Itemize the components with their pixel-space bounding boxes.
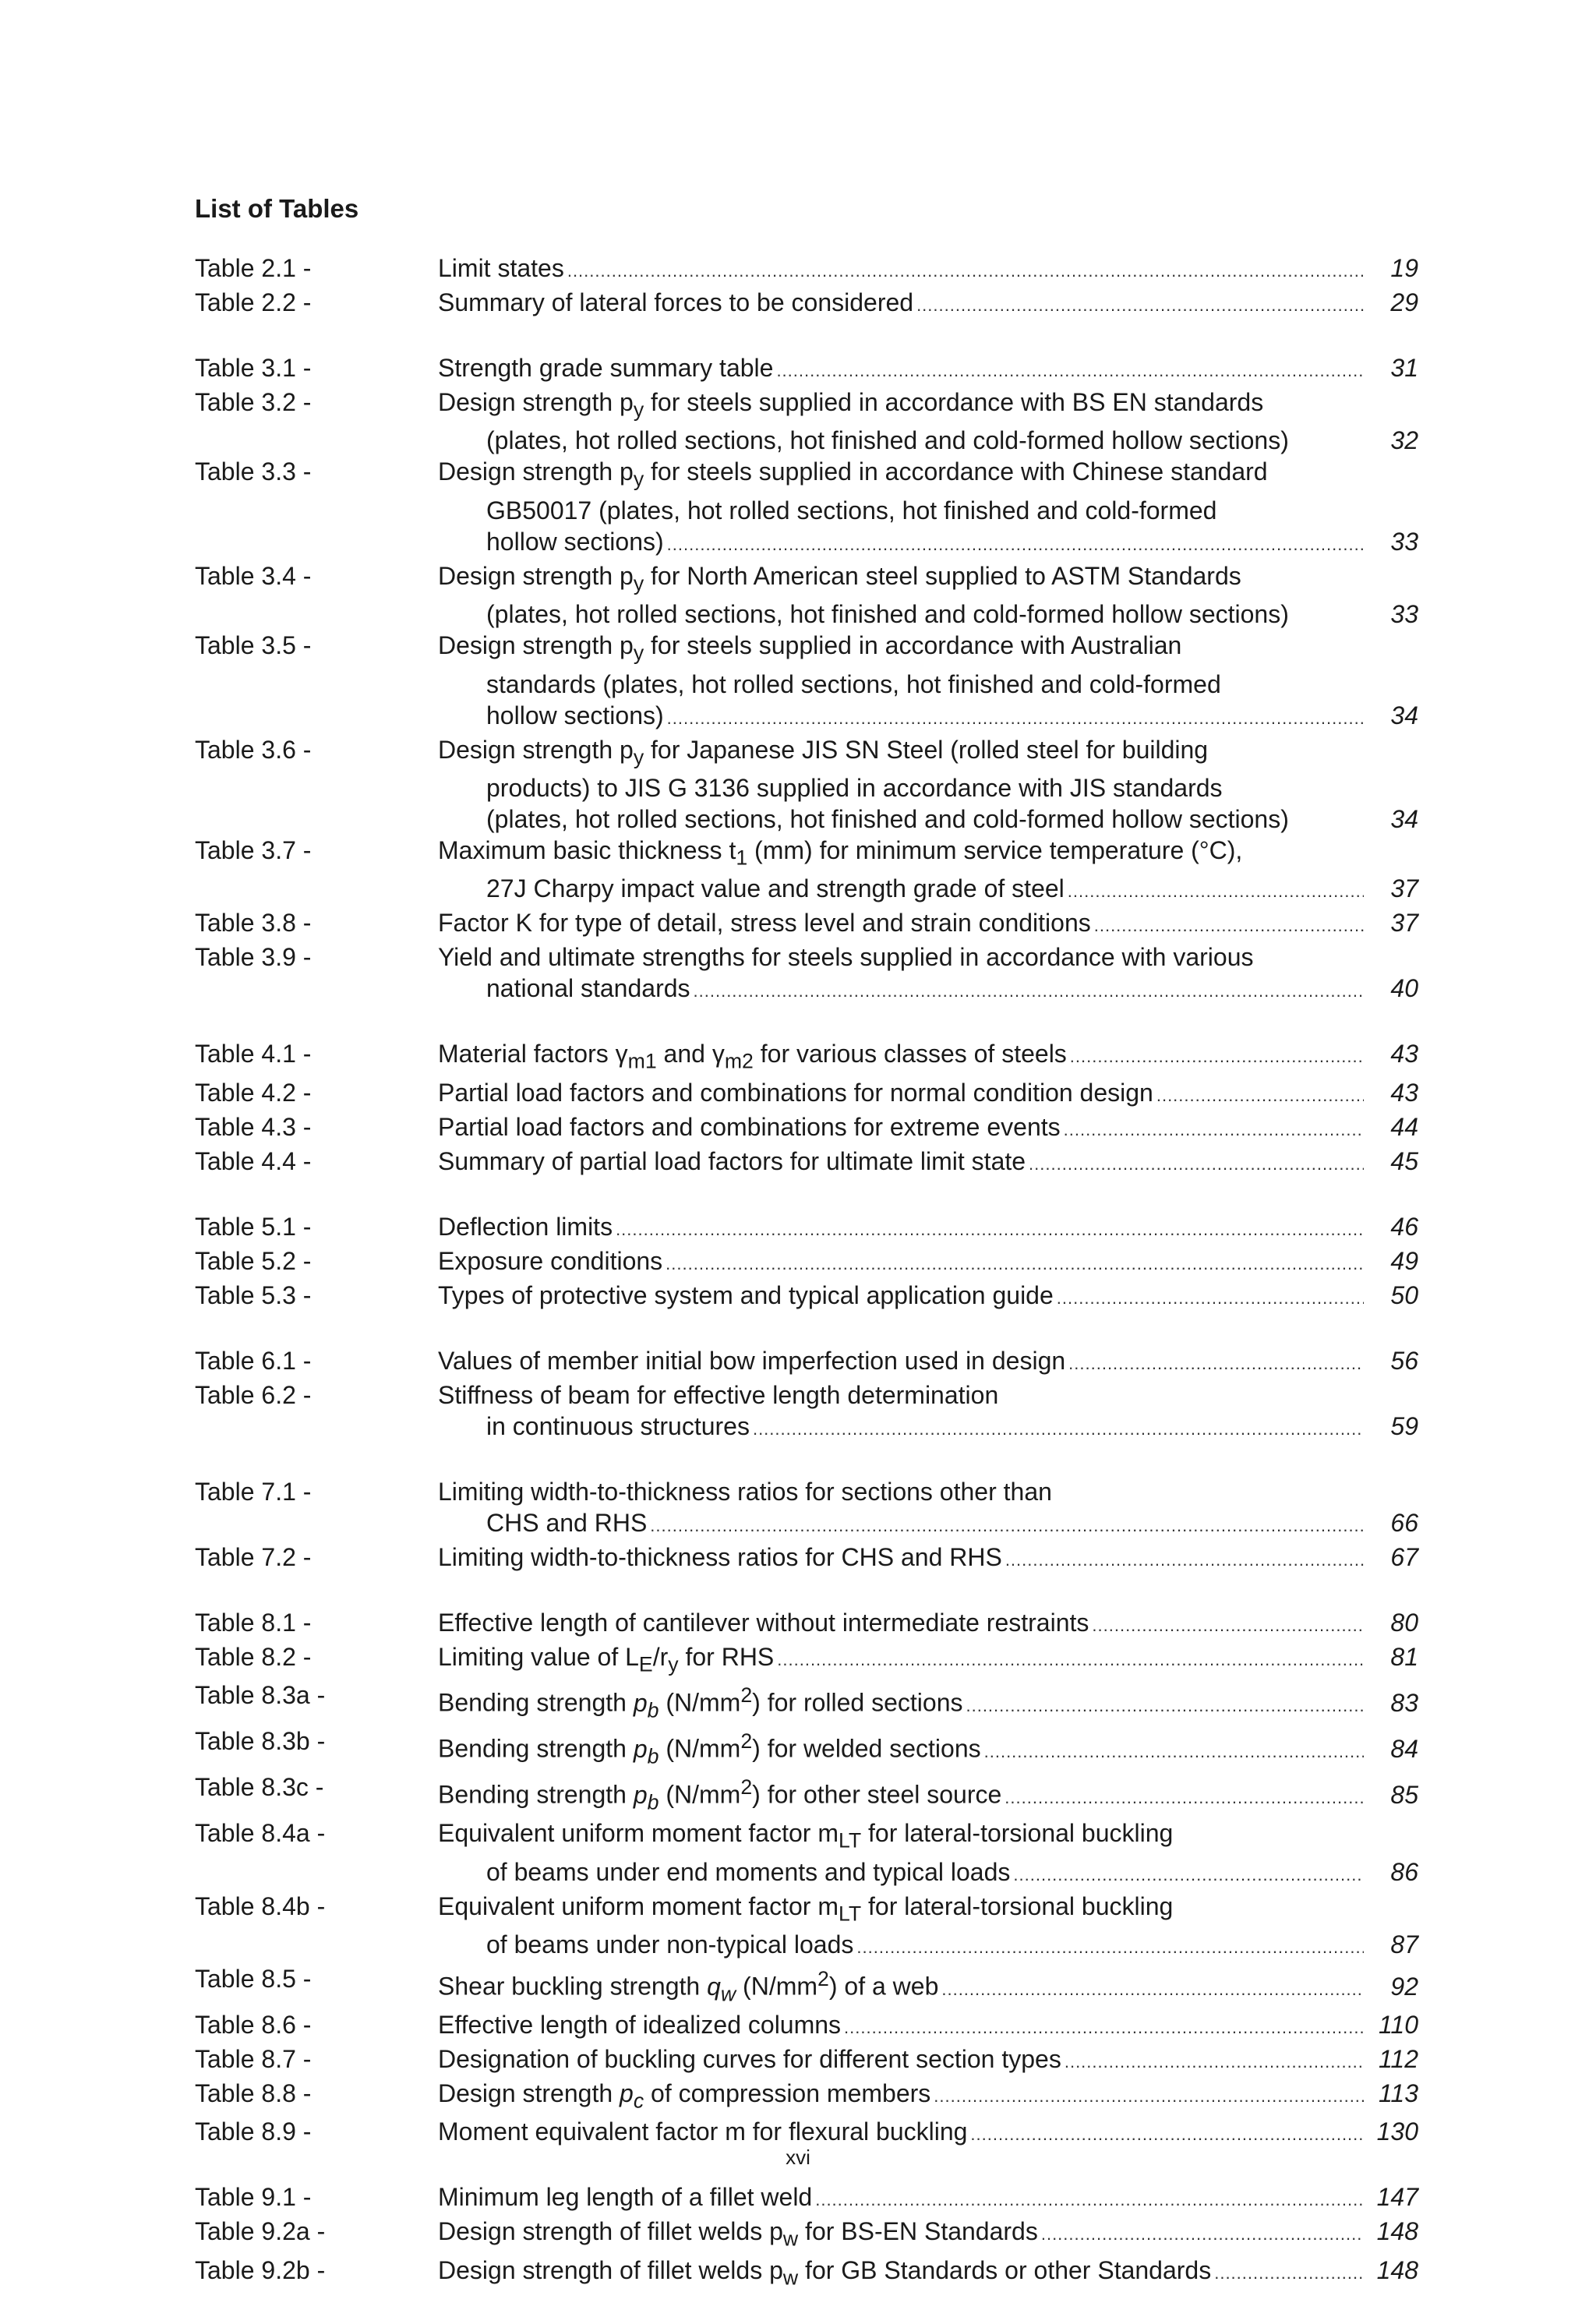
caption-text: hollow sections)	[486, 527, 664, 556]
table-number: Table 4.2 -	[195, 1078, 312, 1107]
caption-line	[438, 287, 1418, 321]
dot-leader	[1005, 1782, 1364, 1814]
page-ref[interactable]: 83	[1390, 1688, 1418, 1717]
page-ref[interactable]: 29	[1390, 288, 1418, 316]
table-caption	[438, 2078, 1418, 2116]
caption-text: Stiffness of beam for effective length determination	[438, 1380, 999, 1409]
caption-text: Strength grade summary table	[438, 354, 774, 382]
caption-line	[438, 2181, 1418, 2216]
caption-text: Summary of lateral forces to be considered	[438, 288, 914, 316]
page-ref[interactable]: 148	[1376, 2217, 1418, 2246]
caption-text: hollow sections)	[486, 701, 664, 729]
table-number: Table 4.1 -	[195, 1040, 312, 1068]
table-caption	[438, 1891, 1418, 1963]
table-number: Table 2.1 -	[195, 254, 312, 282]
caption-line	[438, 1077, 1418, 1111]
caption-text: Partial load factors and combinations for normal condition design	[438, 1078, 1153, 1107]
toc-entry[interactable]	[195, 1963, 1418, 2009]
table-number: Table 3.4 -	[195, 561, 312, 590]
caption-text: Limit states	[438, 254, 564, 282]
dot-leader	[667, 529, 1364, 560]
page-ref[interactable]: 56	[1390, 1346, 1418, 1375]
caption-line	[438, 700, 1418, 734]
caption-line	[438, 1542, 1418, 1576]
table-caption	[438, 1476, 1418, 1542]
caption-line	[438, 1411, 1418, 1445]
dot-leader	[1092, 1610, 1364, 1641]
caption-text: Bending strength $p_b$ $(N/mm^2)$ for rolled sections	[438, 1683, 963, 1722]
caption-line	[438, 1345, 1418, 1379]
page-ref[interactable]: 44	[1390, 1112, 1418, 1141]
caption-text: Yield and ultimate strengths for steels supplied in accordance with various	[438, 943, 1254, 972]
toc-entry[interactable]	[195, 2043, 1418, 2078]
caption-line	[438, 1211, 1418, 1245]
table-caption	[438, 941, 1418, 1007]
table-caption	[438, 1963, 1418, 2009]
page-ref[interactable]: 92	[1390, 1972, 1418, 2001]
table-number: Table 5.1 -	[195, 1212, 312, 1241]
caption-line	[438, 941, 1418, 973]
dot-leader	[776, 355, 1364, 387]
page-ref[interactable]: 148	[1376, 2255, 1418, 2284]
dot-leader	[984, 1736, 1364, 1768]
caption-line	[438, 734, 1418, 772]
table-number: Table 3.7 -	[195, 835, 312, 864]
toc-entry[interactable]	[195, 1771, 1418, 1817]
caption-text: Maximum basic thickness $t_1$ (mm) for minimum service temperature (°C),	[438, 835, 1243, 870]
table-number: Table 8.8 -	[195, 2079, 312, 2108]
caption-text: (plates, hot rolled sections, hot finished and cold-formed hollow sections)	[486, 804, 1289, 833]
caption-line	[438, 1146, 1418, 1180]
caption-text: Factor K for type of detail, stress level and strain conditions	[438, 909, 1091, 938]
dot-leader	[815, 2184, 1364, 2216]
page-ref[interactable]: 84	[1390, 1734, 1418, 1763]
caption-line	[438, 1856, 1418, 1891]
page-ref[interactable]: 43	[1390, 1040, 1418, 1068]
toc-entry[interactable]	[195, 2216, 1418, 2254]
toc-entry[interactable]	[195, 1038, 1418, 1076]
caption-line	[438, 804, 1418, 835]
table-group	[195, 1211, 1418, 1314]
table-caption	[438, 907, 1418, 941]
table-number: Table 3.5 -	[195, 631, 312, 660]
caption-text: Types of protective system and typical application guide	[438, 1280, 1054, 1309]
table-group	[195, 352, 1418, 1007]
page-ref[interactable]: 49	[1390, 1246, 1418, 1275]
page-ref[interactable]: 32	[1390, 426, 1418, 455]
caption-line	[438, 1607, 1418, 1641]
table-number: Table 9.2b -	[195, 2255, 326, 2284]
toc-entry[interactable]	[195, 1607, 1418, 1641]
caption-line	[438, 1725, 1418, 1771]
page-ref[interactable]: 45	[1390, 1146, 1418, 1175]
caption-text: Limiting value of $L_E/r_y$ for RHS	[438, 1642, 775, 1676]
toc-entry[interactable]	[195, 835, 1418, 907]
toc-entry[interactable]	[195, 1111, 1418, 1146]
dot-leader	[1013, 1860, 1364, 1891]
table-number: Table 6.1 -	[195, 1346, 312, 1375]
dot-leader	[1065, 2047, 1364, 2078]
caption-text: Design strength $p_y$ for steels supplied in accordance with BS EN standards	[438, 388, 1264, 422]
table-number: Table 5.3 -	[195, 1280, 312, 1309]
toc-entry[interactable]	[195, 630, 1418, 733]
table-number: Table 3.6 -	[195, 735, 312, 764]
page-ref[interactable]: 50	[1390, 1280, 1418, 1309]
caption-text: Design strength $p_y$ for steels supplied in accordance with Chinese standard	[438, 457, 1268, 491]
page-ref[interactable]: 46	[1390, 1212, 1418, 1241]
table-number: Table 3.9 -	[195, 943, 312, 972]
table-number: Table 8.6 -	[195, 2011, 312, 2040]
table-number: Table 9.2a -	[195, 2217, 326, 2246]
caption-text: Limiting width-to-thickness ratios for sections other than	[438, 1477, 1052, 1506]
caption-text: Shear buckling strength $q_w$ $(N/mm^2)$ of a web	[438, 1967, 939, 2006]
caption-text: Summary of partial load factors for ultimate limit state	[438, 1146, 1026, 1175]
caption-line	[438, 1379, 1418, 1411]
table-caption	[438, 352, 1418, 387]
toc-entry[interactable]	[195, 734, 1418, 835]
caption-line	[438, 456, 1418, 494]
caption-line	[438, 253, 1418, 287]
toc-entry[interactable]	[195, 941, 1418, 1007]
dot-leader	[694, 976, 1364, 1007]
dot-leader	[777, 1644, 1364, 1676]
dot-leader	[1070, 1041, 1364, 1072]
table-caption	[438, 1345, 1418, 1379]
caption-text: Material factors $\gamma_{m1}$ and $\gamma_{m2}$ for various classes of steels	[438, 1040, 1067, 1073]
caption-text: (plates, hot rolled sections, hot finished and cold-formed hollow sections)	[486, 600, 1289, 629]
toc-entry[interactable]	[195, 560, 1418, 630]
caption-line	[438, 599, 1418, 630]
page-ref[interactable]: 40	[1390, 974, 1418, 1003]
toc-entry[interactable]	[195, 2181, 1418, 2216]
caption-line	[438, 1817, 1418, 1856]
caption-text: Design strength $p_c$ of compression members	[438, 2079, 931, 2113]
caption-line	[438, 630, 1418, 668]
toc-entry[interactable]	[195, 907, 1418, 941]
dot-leader	[1156, 1080, 1364, 1111]
table-caption	[438, 2009, 1418, 2043]
caption-text: Deflection limits	[438, 1212, 613, 1241]
caption-line	[438, 1280, 1418, 1314]
dot-leader	[844, 2012, 1364, 2043]
dot-leader	[666, 1249, 1364, 1280]
caption-line	[438, 1641, 1418, 1679]
table-group	[195, 253, 1418, 321]
dot-leader	[650, 1510, 1364, 1542]
caption-line	[438, 835, 1418, 873]
caption-text: Design strength $p_y$ for Japanese JIS SN Steel (rolled steel for building	[438, 735, 1209, 768]
table-number: Table 4.3 -	[195, 1112, 312, 1141]
toc-entry[interactable]	[195, 1891, 1418, 1963]
caption-text: national standards	[486, 974, 690, 1003]
table-list	[195, 253, 1418, 2293]
table-number: Table 8.1 -	[195, 1608, 312, 1637]
table-caption	[438, 1379, 1418, 1445]
table-number: Table 4.4 -	[195, 1146, 312, 1175]
table-number: Table 8.2 -	[195, 1642, 312, 1671]
table-caption	[438, 1280, 1418, 1314]
dot-leader	[966, 1690, 1364, 1722]
table-caption	[438, 1771, 1418, 1817]
table-caption	[438, 1542, 1418, 1576]
table-number: Table 6.2 -	[195, 1380, 312, 1409]
toc-entry[interactable]	[195, 287, 1418, 321]
table-group	[195, 2181, 1418, 2293]
caption-text: Bending strength $p_b$ $(N/mm^2)$ for welded sections	[438, 1729, 981, 1768]
caption-line	[438, 387, 1418, 425]
caption-text: standards (plates, hot rolled sections, hot finished and cold-formed	[486, 669, 1221, 698]
page-ref[interactable]: 37	[1390, 909, 1418, 938]
toc-entry[interactable]	[195, 253, 1418, 287]
table-number: Table 8.3b -	[195, 1727, 326, 1756]
caption-line	[438, 1771, 1418, 1817]
caption-line	[438, 1679, 1418, 1725]
caption-line	[438, 1891, 1418, 1929]
dot-leader	[1214, 2258, 1364, 2289]
toc-entry[interactable]	[195, 1146, 1418, 1180]
caption-text: Moment equivalent factor m for flexural buckling	[438, 2117, 968, 2146]
toc-entry[interactable]	[195, 1476, 1418, 1542]
page-ref[interactable]: 86	[1390, 1857, 1418, 1886]
table-caption	[438, 1245, 1418, 1280]
caption-line	[438, 1038, 1418, 1076]
table-caption	[438, 456, 1418, 560]
table-group	[195, 1345, 1418, 1445]
table-number: Table 8.7 -	[195, 2045, 312, 2074]
table-caption	[438, 835, 1418, 907]
caption-line	[438, 2043, 1418, 2078]
table-group	[195, 1038, 1418, 1179]
caption-line	[438, 2009, 1418, 2043]
caption-line	[438, 973, 1418, 1007]
caption-line	[438, 1476, 1418, 1507]
table-caption	[438, 1641, 1418, 1679]
toc-entry[interactable]	[195, 1641, 1418, 1679]
table-number: Table 2.2 -	[195, 288, 312, 316]
caption-text: Limiting width-to-thickness ratios for CHS and RHS	[438, 1542, 1002, 1571]
dot-leader	[1068, 1348, 1364, 1379]
caption-line	[438, 1929, 1418, 1963]
page-ref[interactable]: 113	[1378, 2079, 1418, 2108]
dot-leader	[616, 1214, 1364, 1245]
table-number: Table 8.4a -	[195, 1819, 326, 1848]
page-ref[interactable]: 80	[1390, 1608, 1418, 1637]
page-ref[interactable]: 81	[1390, 1642, 1418, 1671]
caption-text: Values of member initial bow imperfection used in design	[438, 1346, 1066, 1375]
caption-line	[438, 495, 1418, 526]
dot-leader	[934, 2081, 1364, 2112]
page-ref[interactable]: 43	[1390, 1078, 1418, 1107]
dot-leader	[1041, 2219, 1364, 2250]
page	[195, 193, 1418, 2324]
page-ref[interactable]: 37	[1390, 874, 1418, 903]
dot-leader	[1057, 1283, 1364, 1314]
dot-leader	[567, 256, 1364, 287]
caption-text: of beams under non-typical loads	[486, 1930, 854, 1959]
caption-text: products) to JIS G 3136 supplied in accordance with JIS standards	[486, 773, 1223, 802]
dot-leader	[1094, 910, 1364, 941]
dot-leader	[1064, 1114, 1364, 1146]
page-ref[interactable]: 33	[1390, 527, 1418, 556]
page-ref[interactable]: 31	[1390, 354, 1418, 382]
caption-line	[438, 2078, 1418, 2116]
caption-text: (plates, hot rolled sections, hot finished and cold-formed hollow sections)	[486, 426, 1289, 455]
table-caption	[438, 253, 1418, 287]
caption-text: Minimum leg length of a fillet weld	[438, 2183, 813, 2212]
toc-entry[interactable]	[195, 1379, 1418, 1445]
page-ref[interactable]: 34	[1390, 701, 1418, 729]
table-number: Table 3.1 -	[195, 354, 312, 382]
page-ref[interactable]: 110	[1378, 2011, 1418, 2040]
page-ref[interactable]: 67	[1390, 1542, 1418, 1571]
table-number: Table 8.5 -	[195, 1965, 312, 1994]
table-number: Table 3.8 -	[195, 909, 312, 938]
caption-text: Partial load factors and combinations for extreme events	[438, 1112, 1061, 1141]
table-caption	[438, 2216, 1418, 2254]
table-number: Table 5.2 -	[195, 1246, 312, 1275]
page-ref[interactable]: 19	[1390, 254, 1418, 282]
page-ref[interactable]: 59	[1390, 1411, 1418, 1440]
dot-leader	[1029, 1149, 1364, 1180]
caption-text: Effective length of idealized columns	[438, 2011, 842, 2040]
toc-entry[interactable]	[195, 2078, 1418, 2116]
table-caption	[438, 287, 1418, 321]
dot-leader	[941, 1974, 1364, 2005]
table-caption	[438, 2255, 1418, 2293]
caption-text: in continuous structures	[486, 1411, 750, 1440]
page-ref[interactable]: 147	[1376, 2183, 1418, 2212]
dot-leader	[916, 290, 1364, 321]
caption-line	[438, 2216, 1418, 2254]
dot-leader	[1005, 1545, 1364, 1576]
table-caption	[438, 734, 1418, 835]
table-number: Table 9.1 -	[195, 2183, 312, 2212]
caption-line	[438, 425, 1418, 456]
toc-entry[interactable]	[195, 1679, 1418, 1725]
table-number: Table 3.2 -	[195, 388, 312, 416]
page-ref[interactable]: 34	[1390, 804, 1418, 833]
table-caption	[438, 1077, 1418, 1111]
caption-text: GB50017 (plates, hot rolled sections, hot finished and cold-formed	[486, 496, 1217, 524]
toc-entry[interactable]	[195, 387, 1418, 456]
dot-leader	[1068, 876, 1364, 907]
table-caption	[438, 1817, 1418, 1890]
toc-entry[interactable]	[195, 1280, 1418, 1314]
toc-entry[interactable]	[195, 1211, 1418, 1245]
caption-line	[438, 1963, 1418, 2009]
caption-line	[438, 1111, 1418, 1146]
dot-leader	[667, 703, 1364, 734]
table-number: Table 7.2 -	[195, 1542, 312, 1571]
caption-text: Design strength of fillet welds $p_w$ for GB Standards or other Standards	[438, 2255, 1212, 2290]
toc-entry[interactable]	[195, 456, 1418, 560]
table-caption	[438, 1146, 1418, 1180]
table-caption	[438, 387, 1418, 456]
caption-text: Designation of buckling curves for different section types	[438, 2045, 1061, 2074]
toc-entry[interactable]	[195, 1077, 1418, 1111]
toc-entry[interactable]	[195, 2009, 1418, 2043]
toc-entry[interactable]	[195, 352, 1418, 387]
table-caption	[438, 2043, 1418, 2078]
page-ref[interactable]: 87	[1390, 1930, 1418, 1959]
toc-entry[interactable]	[195, 1817, 1418, 1890]
table-caption	[438, 2181, 1418, 2216]
table-caption	[438, 1038, 1418, 1076]
caption-text: Equivalent uniform moment factor $m_{LT}$ for lateral-torsional buckling	[438, 1819, 1174, 1852]
caption-text: CHS and RHS	[486, 1508, 648, 1537]
caption-text: Equivalent uniform moment factor $m_{LT}$ for lateral-torsional buckling	[438, 1891, 1174, 1926]
caption-line	[438, 560, 1418, 599]
caption-text: of beams under end moments and typical loads	[486, 1857, 1011, 1886]
table-number: Table 8.3c -	[195, 1773, 324, 1802]
caption-line	[438, 352, 1418, 387]
caption-text: Exposure conditions	[438, 1246, 663, 1275]
toc-entry[interactable]	[195, 1245, 1418, 1280]
caption-text: Effective length of cantilever without intermediate restraints	[438, 1608, 1089, 1637]
table-group	[195, 1607, 1418, 2151]
page-ref[interactable]: 112	[1378, 2045, 1418, 2074]
caption-text: Design strength $p_y$ for North American steel supplied to ASTM Standards	[438, 561, 1241, 595]
caption-line	[438, 1507, 1418, 1542]
page-ref[interactable]: 85	[1390, 1780, 1418, 1809]
table-number: Table 8.3a -	[195, 1681, 326, 1710]
caption-line	[438, 669, 1418, 700]
caption-line	[438, 772, 1418, 804]
table-caption	[438, 1679, 1418, 1725]
toc-entry[interactable]	[195, 1345, 1418, 1379]
table-number: Table 8.4b -	[195, 1891, 326, 1920]
table-caption	[438, 630, 1418, 733]
page-title: List of Tables	[195, 194, 359, 223]
caption-line	[438, 2255, 1418, 2293]
page-number: xvi	[786, 2146, 810, 2169]
dot-leader	[753, 1414, 1364, 1445]
table-number: Table 7.1 -	[195, 1477, 312, 1506]
page-ref[interactable]: 130	[1376, 2117, 1418, 2146]
table-group	[195, 1476, 1418, 1576]
toc-entry[interactable]	[195, 2255, 1418, 2293]
toc-entry[interactable]	[195, 1725, 1418, 1771]
page-ref[interactable]: 66	[1390, 1508, 1418, 1537]
toc-entry[interactable]	[195, 1542, 1418, 1576]
table-number: Table 8.9 -	[195, 2117, 312, 2146]
table-number: Table 3.3 -	[195, 457, 312, 486]
dot-leader	[856, 1932, 1364, 1963]
caption-text: 27J Charpy impact value and strength grade of steel	[486, 874, 1065, 903]
caption-text: Bending strength $p_b$ $(N/mm^2)$ for other steel source	[438, 1775, 1002, 1814]
caption-line	[438, 526, 1418, 560]
table-caption	[438, 1607, 1418, 1641]
caption-line	[438, 907, 1418, 941]
table-caption	[438, 1111, 1418, 1146]
table-caption	[438, 1725, 1418, 1771]
table-caption	[438, 560, 1418, 630]
caption-line	[438, 873, 1418, 907]
caption-text: Design strength $p_y$ for steels supplied in accordance with Australian	[438, 631, 1182, 665]
caption-text: Design strength of fillet welds $p_w$ for BS-EN Standards	[438, 2217, 1038, 2251]
table-caption	[438, 1211, 1418, 1245]
page-ref[interactable]: 33	[1390, 600, 1418, 629]
caption-line	[438, 1245, 1418, 1280]
